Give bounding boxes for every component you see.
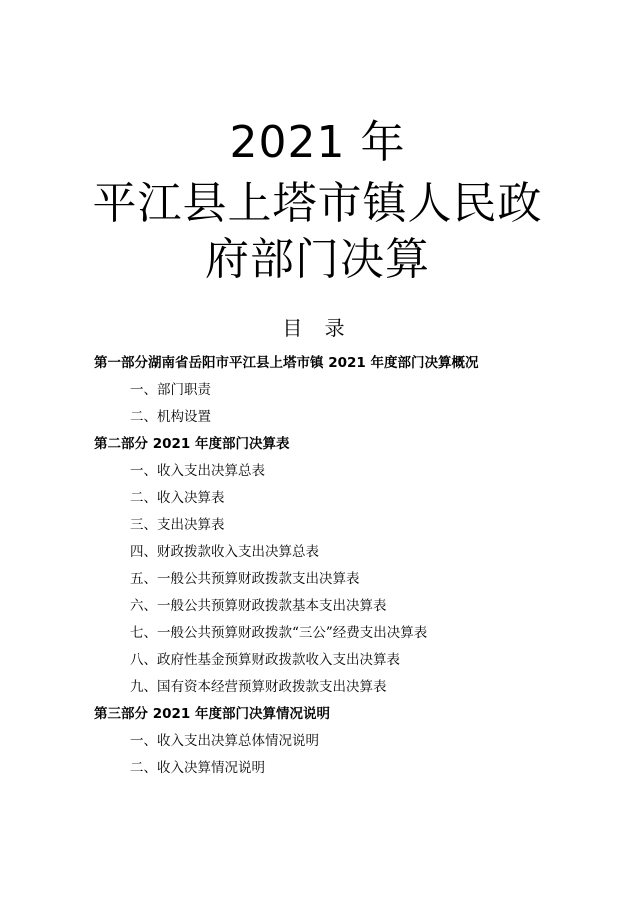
toc-item: 六、一般公共预算财政拨款基本支出决算表 [130, 598, 387, 614]
title-line-year: 2021 年 [229, 117, 406, 168]
title-line-subject: 府部门决算 [205, 234, 430, 285]
toc-item: 四、财政拨款收入支出决算总表 [130, 544, 319, 560]
toc-item: 二、机构设置 [130, 409, 211, 425]
toc-item: 七、一般公共预算财政拨款“三公”经费支出决算表 [130, 625, 428, 641]
toc-item: 九、国有资本经营预算财政拨款支出决算表 [130, 679, 387, 695]
toc-item: 二、收入决算情况说明 [130, 760, 265, 776]
title-line-organization: 平江县上塔市镇人民政 [92, 178, 543, 229]
toc-part-1: 第一部分湖南省岳阳市平江县上塔市镇 2021 年度部门决算概况 [94, 355, 479, 371]
toc-item: 二、收入决算表 [130, 490, 225, 506]
table-of-contents [94, 350, 614, 782]
toc-item: 一、部门职责 [130, 382, 211, 398]
toc-heading: 目 录 [282, 316, 353, 340]
toc-part-2: 第二部分 2021 年度部门决算表 [94, 436, 290, 452]
toc-part-3: 第三部分 2021 年度部门决算情况说明 [94, 706, 330, 722]
toc-item: 五、一般公共预算财政拨款支出决算表 [130, 571, 360, 587]
toc-item: 八、政府性基金预算财政拨款收入支出决算表 [130, 652, 400, 668]
toc-item: 三、支出决算表 [130, 517, 225, 533]
toc-item: 一、收入支出决算总表 [130, 463, 265, 479]
toc-item: 一、收入支出决算总体情况说明 [130, 733, 319, 749]
